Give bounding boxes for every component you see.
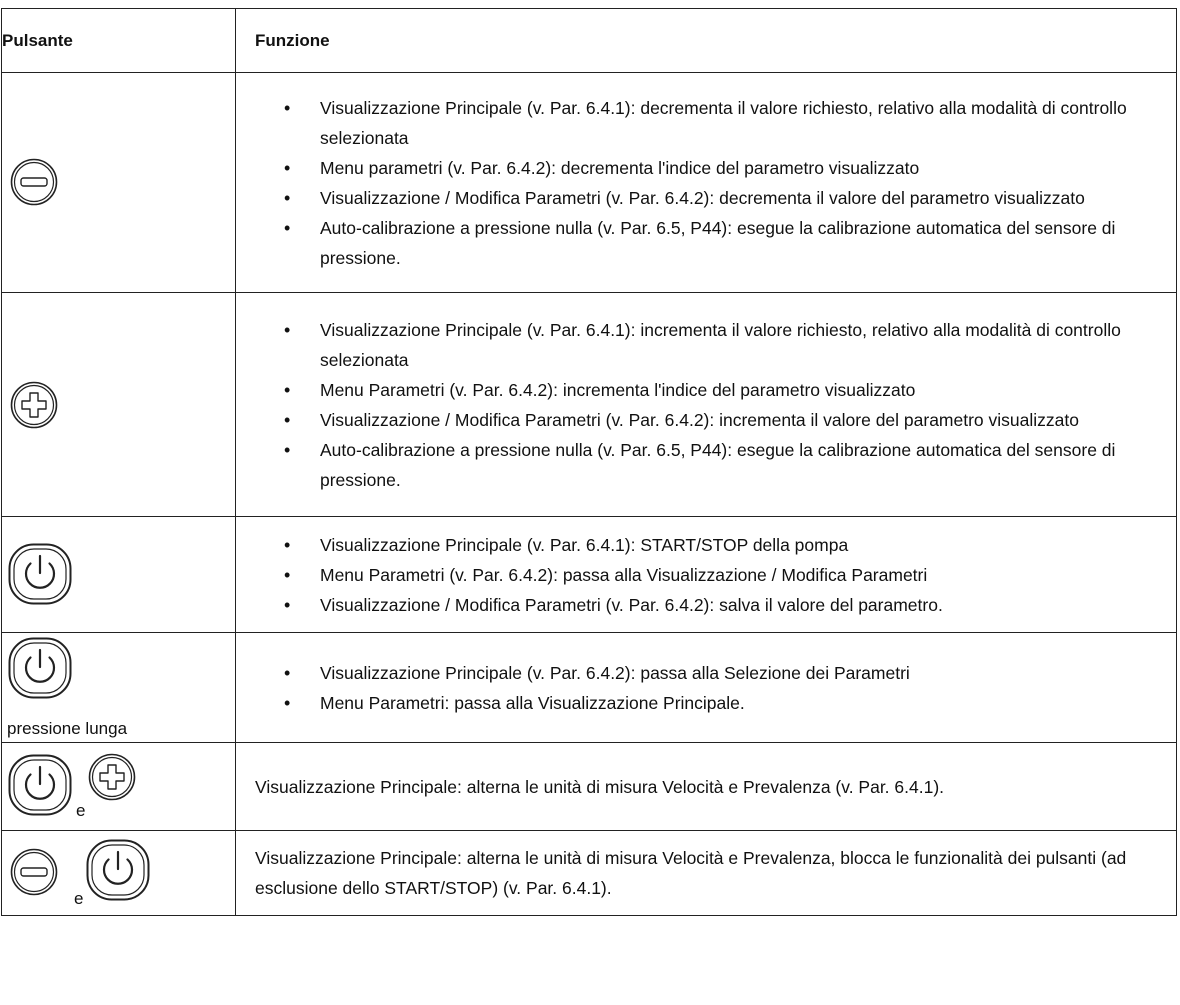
function-cell bbox=[236, 633, 1177, 743]
function-list bbox=[236, 530, 1176, 620]
function-item: • Menu Parametri (v. Par. 6.4.2): passa alla Visualizzazione / Modifica Parametri bbox=[236, 560, 1156, 590]
power-icon bbox=[8, 754, 72, 816]
table-row bbox=[2, 831, 1177, 916]
button-cell bbox=[2, 633, 236, 743]
function-list bbox=[236, 93, 1176, 273]
function-item: • Auto-calibrazione a pressione nulla (v. Par. 6.5, P44): esegue la calibrazione automatica del sensore di pressione. bbox=[236, 435, 1156, 495]
table-row bbox=[2, 743, 1177, 831]
minus-icon bbox=[10, 848, 58, 896]
button-cell bbox=[2, 743, 236, 831]
function-item: • Visualizzazione / Modifica Parametri (v. Par. 6.4.2): incrementa il valore del parametro visualizzato bbox=[236, 405, 1156, 435]
button-cell bbox=[2, 517, 236, 633]
function-item: • Auto-calibrazione a pressione nulla (v. Par. 6.5, P44): esegue la calibrazione automatica del sensore di pressione. bbox=[236, 213, 1156, 273]
function-item: • Visualizzazione Principale (v. Par. 6.4.1): START/STOP della pompa bbox=[236, 530, 1156, 560]
header-pulsante: Pulsante bbox=[2, 9, 236, 73]
connector-label: e bbox=[76, 801, 86, 820]
header-row bbox=[2, 9, 1177, 73]
button-cell bbox=[2, 73, 236, 293]
long-press-label: pressione lunga bbox=[7, 719, 128, 738]
table-row bbox=[2, 73, 1177, 293]
function-item: • Menu Parametri (v. Par. 6.4.2): incrementa l'indice del parametro visualizzato bbox=[236, 375, 1156, 405]
button-cell bbox=[2, 293, 236, 517]
function-list bbox=[236, 658, 1176, 718]
button-cell bbox=[2, 831, 236, 916]
function-item: • Visualizzazione / Modifica Parametri (v. Par. 6.4.2): decrementa il valore del parametro visualizzato bbox=[236, 183, 1156, 213]
table-row bbox=[2, 293, 1177, 517]
table-row bbox=[2, 633, 1177, 743]
power-icon bbox=[8, 543, 72, 605]
function-item: • Visualizzazione / Modifica Parametri (v. Par. 6.4.2): salva il valore del parametro. bbox=[236, 590, 1156, 620]
function-item: • Menu parametri (v. Par. 6.4.2): decrementa l'indice del parametro visualizzato bbox=[236, 153, 1156, 183]
function-item: • Visualizzazione Principale (v. Par. 6.4.1): decrementa il valore richiesto, relativo alla modalità di controllo selezionata bbox=[236, 93, 1156, 153]
table-row bbox=[2, 517, 1177, 633]
function-cell bbox=[236, 743, 1177, 831]
function-text: Visualizzazione Principale: alterna le unità di misura Velocità e Prevalenza (v. Par. 6.4.1). bbox=[255, 776, 945, 797]
button-function-table bbox=[1, 8, 1177, 916]
function-item: • Visualizzazione Principale (v. Par. 6.4.2): passa alla Selezione dei Parametri bbox=[236, 658, 1156, 688]
function-cell bbox=[236, 293, 1177, 517]
plus-icon bbox=[88, 753, 136, 801]
header-funzione: Funzione bbox=[236, 9, 1177, 73]
minus-icon bbox=[10, 158, 58, 206]
function-cell bbox=[236, 831, 1177, 916]
power-icon bbox=[8, 637, 72, 699]
function-text: Visualizzazione Principale: alterna le unità di misura Velocità e Prevalenza, blocca le funzionalità dei pulsanti (ad esclusione dello START/STOP) (v. Par. 6.4.1). bbox=[255, 848, 1127, 898]
function-item: • Menu Parametri: passa alla Visualizzazione Principale. bbox=[236, 688, 1156, 718]
function-cell bbox=[236, 73, 1177, 293]
function-list bbox=[236, 315, 1176, 495]
connector-label: e bbox=[74, 889, 84, 908]
function-item: • Visualizzazione Principale (v. Par. 6.4.1): incrementa il valore richiesto, relativo alla modalità di controllo selezionata bbox=[236, 315, 1156, 375]
function-cell bbox=[236, 517, 1177, 633]
power-icon bbox=[86, 839, 150, 901]
plus-icon bbox=[10, 381, 58, 429]
